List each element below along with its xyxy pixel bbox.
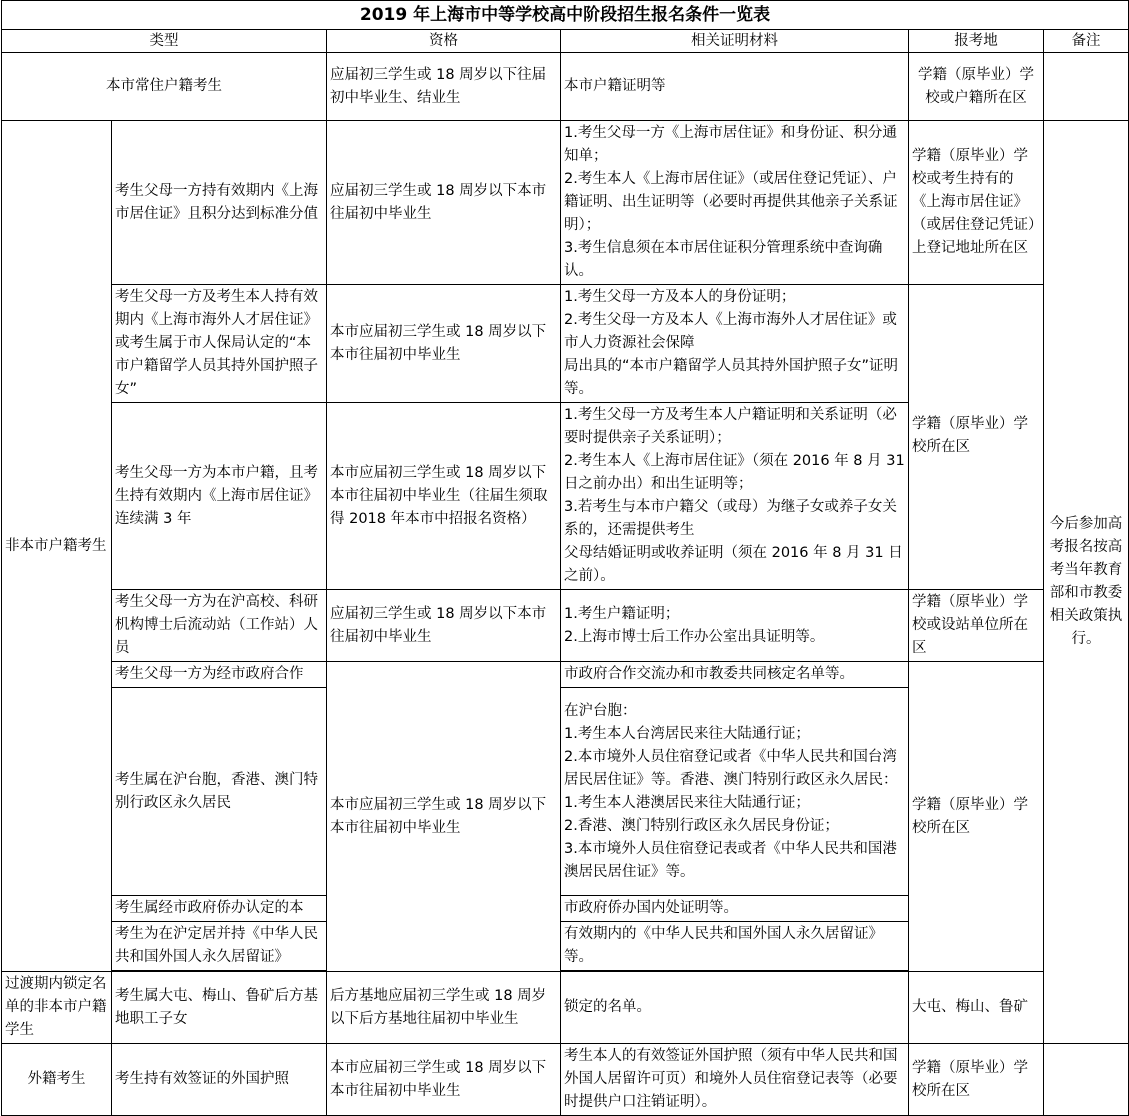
foreign-place: 学籍（原毕业）学校所在区 [909,1044,1044,1116]
local-type: 本市常住户籍考生 [2,53,327,121]
nonlocal-r3-type: 考生父母一方为本市户籍，且考生持有效期内《上海市居住证》连续满 3 年 [112,403,327,590]
nonlocal-r3-materials: 1.考生父母一方及考生本人户籍证明和关系证明（必要时提供亲子关系证明）； 2.考生本人《上海市居住证》（须在 2016 年 8 月 31 日之前办出）和出生证明等； 3.若考生与本市户籍父（或母）为继子女或养子女关系的，还需提供考生 父母结婚证明或收养证明（须在 2016 年 8 月 31 日之前）。 [561,403,909,590]
nonlocal-r8-materials: 有效期内的《中华人民共和国外国人永久居留证》等。 [561,922,909,971]
transition-place: 大屯、梅山、鲁矿 [909,972,1044,1044]
transition-materials: 锁定的名单。 [561,972,909,1044]
nonlocal-r4-type: 考生父母一方为在沪高校、科研机构博士后流动站（工作站）人员 [112,590,327,662]
nonlocal-r2-qualification: 本市应届初三学生或 18 周岁以下本市往届初中毕业生 [327,285,561,403]
table-title: 2019 年上海市中等学校高中阶段招生报名条件一览表 [2,1,1129,30]
nonlocal-r4-qualification: 应届初三学生或 18 周岁以下本市往届初中毕业生 [327,590,561,662]
header-materials: 相关证明材料 [561,30,909,53]
foreign-group: 外籍考生 [2,1044,112,1116]
foreign-qualification: 本市应届初三学生或 18 周岁以下本市往届初中毕业生 [327,1044,561,1116]
nonlocal-r5-type: 考生父母一方为经市政府合作 [112,662,327,688]
nonlocal-r3-qualification: 本市应届初三学生或 18 周岁以下本市往届初中毕业生（往届生须取得 2018 年本市中招报名资格） [327,403,561,590]
nonlocal-r8-type: 考生为在沪定居并持《中华人民共和国外国人永久居留证》 [112,922,327,971]
nonlocal-r6-type: 考生属在沪台胞，香港、澳门特别行政区永久居民 [112,688,327,896]
nonlocal-r5-materials: 市政府合作交流办和市教委共同核定名单等。 [561,662,909,688]
foreign-type: 考生持有效签证的外国护照 [112,1044,327,1116]
nonlocal-r4-place: 学籍（原毕业）学校或设站单位所在区 [909,590,1044,662]
nonlocal-r7-materials: 市政府侨办国内处证明等。 [561,896,909,922]
nonlocal-r5-8-place: 学籍（原毕业）学校所在区 [909,662,1044,972]
local-qualification: 应届初三学生或 18 周岁以下往届初中毕业生、结业生 [327,53,561,121]
header-type: 类型 [2,30,327,53]
nonlocal-r7-type: 考生属经市政府侨办认定的本 [112,896,327,922]
nonlocal-r1-place: 学籍（原毕业）学校或考生持有的《上海市居住证》（或居住登记凭证）上登记地址所在区 [909,121,1044,285]
nonlocal-r1-materials: 1.考生父母一方《上海市居住证》和身份证、积分通知单； 2.考生本人《上海市居住证》（或居住登记凭证）、户籍证明、出生证明等（必要时再提供其他亲子关系证明）； 3.考生信息须在本市居住证积分管理系统中查询确认。 [561,121,909,285]
nonlocal-r2-materials: 1.考生父母一方及本人的身份证明； 2.考生父母一方及本人《上海市海外人才居住证》或市人力资源社会保障 局出具的“本市户籍留学人员其持外国护照子女”证明等。 [561,285,909,403]
nonlocal-r4-materials: 1.考生户籍证明； 2.上海市博士后工作办公室出具证明等。 [561,590,909,662]
nonlocal-r2-type: 考生父母一方及考生本人持有效期内《上海市海外人才居住证》或考生属于市人保局认定的“本市户籍留学人员其持外国护照子女” [112,285,327,403]
nonlocal-remark: 今后参加高考报名按高考当年教育部和市教委相关政策执行。 [1044,121,1129,1044]
nonlocal-group: 非本市户籍考生 [2,121,112,972]
local-materials: 本市户籍证明等 [561,53,909,121]
header-place: 报考地 [909,30,1044,53]
foreign-remark [1044,1044,1129,1116]
local-remark [1044,53,1129,121]
nonlocal-r2-r3-place: 学籍（原毕业）学校所在区 [909,285,1044,590]
nonlocal-r5-8-qualification: 本市应届初三学生或 18 周岁以下本市往届初中毕业生 [327,662,561,972]
nonlocal-r6-materials: 在沪台胞： 1.考生本人台湾居民来往大陆通行证； 2.本市境外人员住宿登记或者《中华人民共和国台湾居民居住证》等。香港、澳门特别行政区永久居民： 1.考生本人港澳居民来往大陆通行证； 2.香港、澳门特别行政区永久居民身份证； 3.本市境外人员住宿登记表或者《中华人民共和国港澳居民居住证》等。 [561,688,909,896]
header-qualification: 资格 [327,30,561,53]
local-place: 学籍（原毕业）学校或户籍所在区 [909,53,1044,121]
foreign-materials: 考生本人的有效签证外国护照（须有中华人民共和国外国人居留许可页）和境外人员住宿登记表等（必要时提供户口注销证明）。 [561,1044,909,1116]
nonlocal-r1-type: 考生父母一方持有效期内《上海市居住证》且积分达到标准分值 [112,121,327,285]
header-remark: 备注 [1044,30,1129,53]
transition-type: 考生属大屯、梅山、鲁矿后方基地职工子女 [112,972,327,1044]
admission-table [1,0,1129,1116]
transition-qualification: 后方基地应届初三学生或 18 周岁以下后方基地往届初中毕业生 [327,972,561,1044]
nonlocal-r1-qualification: 应届初三学生或 18 周岁以下本市往届初中毕业生 [327,121,561,285]
transition-group: 过渡期内锁定名单的非本市户籍学生 [2,972,112,1044]
